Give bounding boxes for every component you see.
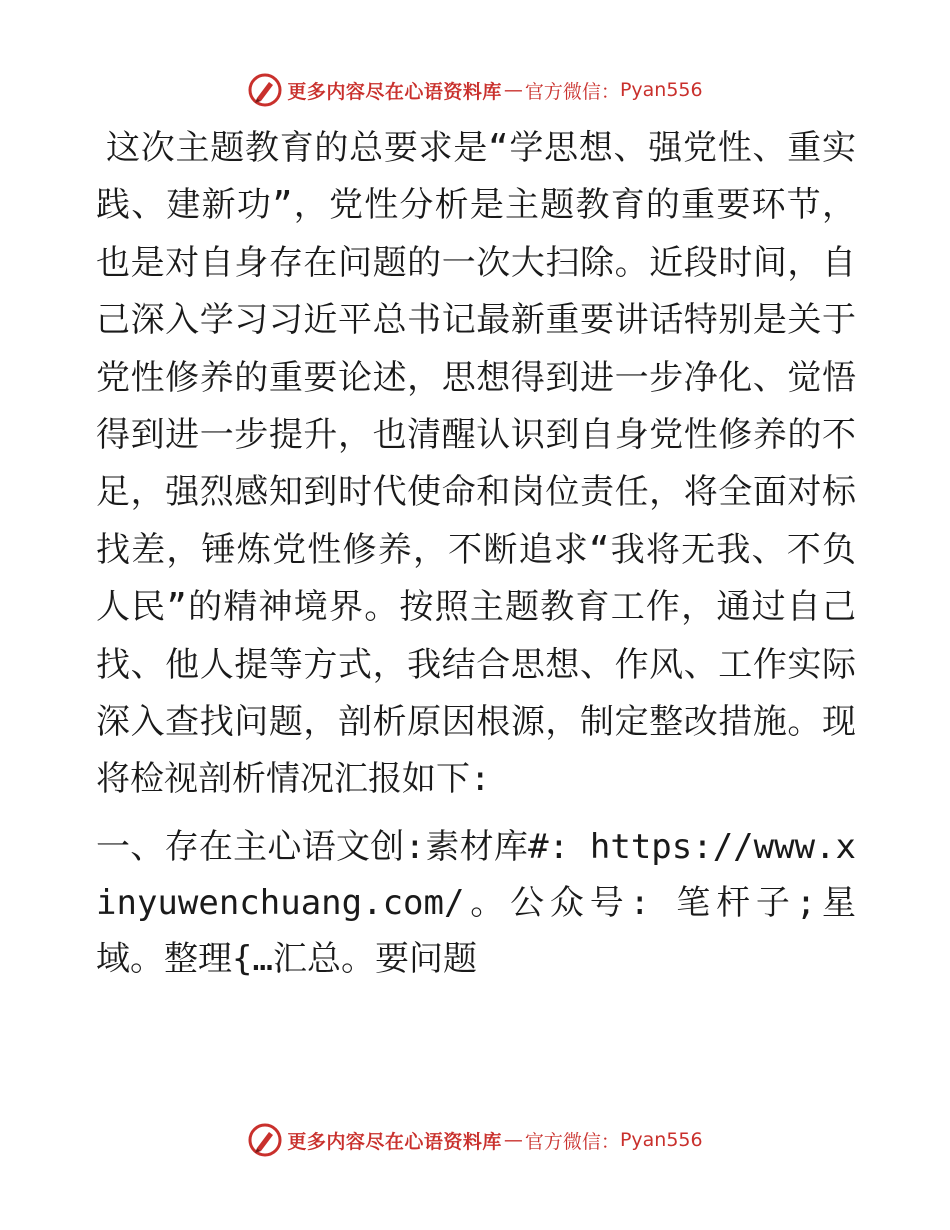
watermark-id: Pyan556 <box>619 1129 703 1151</box>
intro-paragraph: 这次主题教育的总要求是“学思想、强党性、重实践、建新功”，党性分析是主题教育的重要环节，也是对自身存在问题的一次大扫除。近段时间，自己深入学习习近平总书记最新重要讲话特别是关于党性修养的重要论述，思想得到进一步净化、觉悟得到进一步提升，也清醒认识到自身党性修养的不足，强烈感知到时代使命和岗位责任，将全面对标找差，锤炼党性修养，不断追求“我将无我、不负人民”的精神境界。按照主题教育工作，通过自己找、他人提等方式，我结合思想、作风、工作实际深入查找问题，剖析原因根源，制定整改措施。现将检视剖析情况汇报如下: <box>96 128 856 800</box>
watermark-id: Pyan556 <box>619 79 703 101</box>
watermark-dash: — <box>503 79 523 101</box>
pen-seal-logo-icon <box>247 1122 283 1158</box>
watermark-dash: — <box>503 1129 523 1151</box>
section-heading: 一、存在主心语文创:素材库#: https://www.xinyuwenchuang.com/。公众号: 笔杆子;星域。整理{…汇总。要问题 <box>96 826 856 979</box>
document-body <box>96 120 856 987</box>
watermark-text: 更多内容尽在心语资料库 <box>287 1130 502 1153</box>
pen-seal-logo-icon <box>247 72 283 108</box>
header-watermark <box>0 70 950 110</box>
watermark-text: 更多内容尽在心语资料库 <box>287 80 502 103</box>
footer-watermark <box>0 1120 950 1160</box>
watermark-official: 官方微信： <box>524 80 620 103</box>
watermark-official: 官方微信： <box>524 1130 620 1153</box>
